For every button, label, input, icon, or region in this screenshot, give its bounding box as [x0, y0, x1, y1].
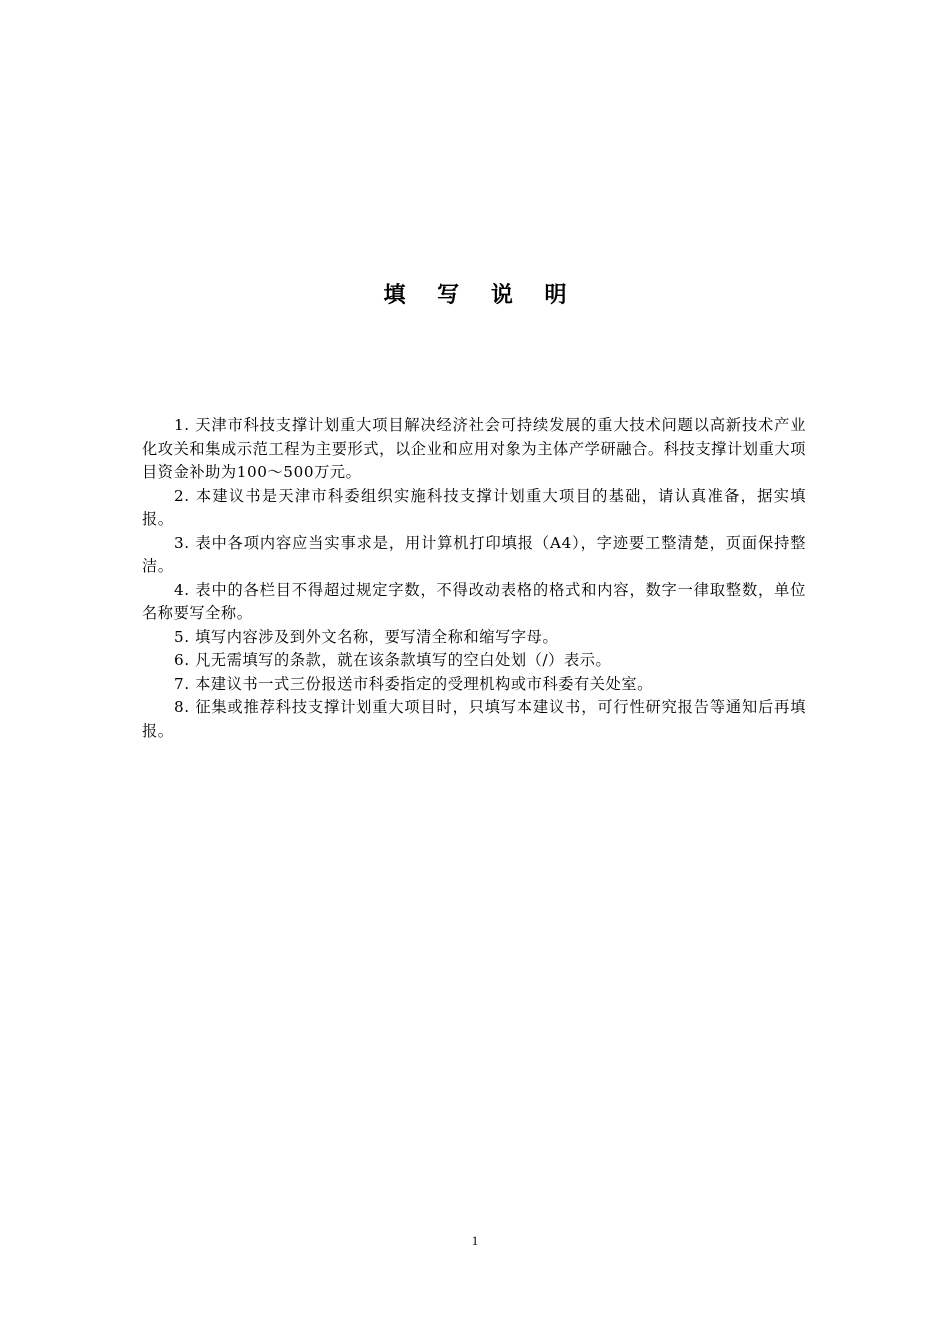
instruction-item-1: 1. 天津市科技支撑计划重大项目解决经济社会可持续发展的重大技术问题以高新技术产业化攻关和集成示范工程为主要形式，以企业和应用对象为主体产学研融合。科技支撑计划重大项目资金补助为100～500万元。	[142, 416, 806, 481]
instruction-item-7: 7. 本建议书一式三份报送市科委指定的受理机构或市科委有关处室。	[174, 674, 653, 693]
instructions-list	[142, 414, 806, 743]
instruction-item-6: 6. 凡无需填写的条款，就在该条款填写的空白处划（/）表示。	[174, 651, 612, 669]
page-title: 填 写 说 明	[383, 283, 579, 308]
instruction-item-2: 2. 本建议书是天津市科委组织实施科技支撑计划重大项目的基础，请认真准备，据实填报。	[142, 486, 806, 528]
instruction-item-5: 5. 填写内容涉及到外文名称，要写清全称和缩写字母。	[174, 627, 559, 646]
page-number: 1	[471, 1233, 479, 1248]
instruction-item-4: 4. 表中的各栏目不得超过规定字数，不得改动表格的格式和内容，数字一律取整数，单位名称要写全称。	[142, 580, 806, 622]
instruction-item-8: 8. 征集或推荐科技支撑计划重大项目时，只填写本建议书，可行性研究报告等通知后再填报。	[142, 698, 806, 740]
instruction-item-3: 3. 表中各项内容应当实事求是，用计算机打印填报（A4），字迹要工整清楚，页面保持整洁。	[142, 533, 806, 575]
